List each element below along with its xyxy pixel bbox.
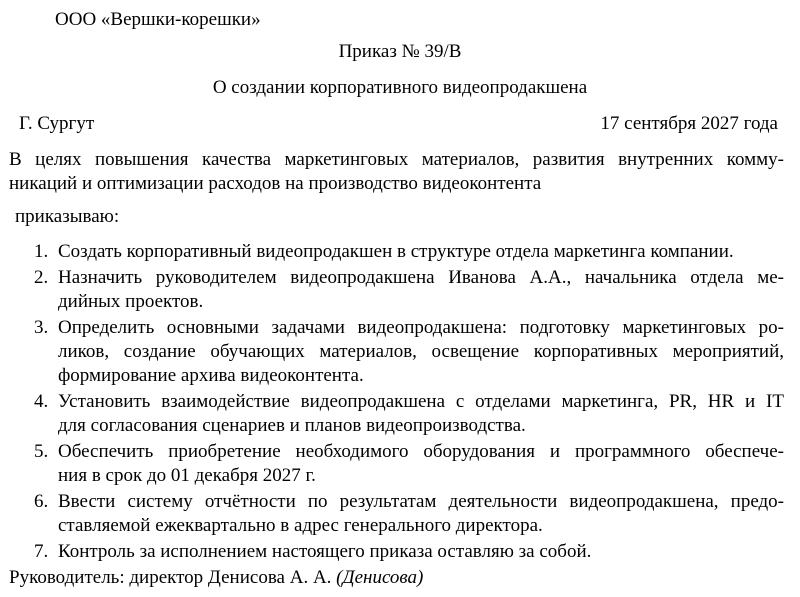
order-item-number: 5. (34, 441, 49, 462)
order-item-line: Определить основными задачами видеопродакшена: подготовку маркетинговых ро- (58, 317, 784, 338)
signature-line (9, 566, 423, 590)
order-item-text (34, 240, 784, 264)
order-item (34, 540, 784, 564)
order-title: О создании корпоративного видеопродакшена (212, 77, 588, 98)
order-item (34, 390, 784, 438)
signature-name: (Денисова) (336, 567, 424, 588)
order-item-number: 3. (34, 317, 49, 338)
order-item-number: 4. (34, 391, 49, 412)
order-item-line: для согласования сценариев и планов видеопроизводства. (58, 415, 526, 436)
order-item (34, 316, 784, 388)
order-item-text (34, 440, 784, 488)
signature-label: Руководитель: директор Денисова А. А. (9, 567, 337, 588)
preamble-line: никаций и оптимизации расходов на производство видеоконтента (9, 173, 542, 194)
order-item-text (34, 490, 784, 538)
order-item (34, 240, 784, 264)
order-item (34, 440, 784, 488)
order-item-text (34, 316, 784, 388)
order-item-number: 7. (34, 541, 49, 562)
order-item (34, 266, 784, 314)
order-item-text (34, 540, 784, 564)
order-item-number: 6. (34, 491, 49, 512)
order-item-line: дийных проектов. (58, 291, 204, 312)
order-item-number: 2. (34, 267, 49, 288)
order-item-line: Создать корпоративный видеопродакшен в структуре отдела маркетинга компании. (58, 241, 734, 262)
order-city: Г. Сургут (19, 113, 95, 134)
order-item-number: 1. (34, 241, 49, 262)
order-item-line: формирование архива видеоконтента. (58, 365, 364, 386)
order-item-text (34, 266, 784, 314)
order-item-line: Назначить руководителем видеопродакшена Иванова А.А., начальника отдела ме- (58, 267, 784, 288)
order-item-line: Контроль за исполнением настоящего приказа оставляю за собой. (58, 541, 592, 562)
preamble-paragraph (9, 148, 784, 196)
order-date: 17 сентября 2027 года (600, 113, 778, 134)
order-item (34, 490, 784, 538)
order-item-line: Установить взаимодействие видеопродакшена с отделами маркетинга, PR, HR и IT (58, 391, 784, 412)
order-item-line: ставляемой ежеквартально в адрес генерального директора. (58, 515, 543, 536)
order-item-line: Обеспечить приобретение необходимого оборудования и программного обеспече- (58, 441, 784, 462)
company-name: ООО «Вершки-корешки» (55, 9, 261, 30)
order-item-text (34, 390, 784, 438)
order-item-line: ния в срок до 01 декабря 2027 г. (58, 465, 316, 486)
order-number: Приказ № 39/В (338, 41, 462, 62)
order-item-line: ликов, создание обучающих материалов, освещение корпоративных мероприятий, (58, 341, 784, 362)
order-items-list (34, 240, 784, 566)
decree-word: приказываю: (15, 206, 120, 227)
preamble-line: В целях повышения качества маркетинговых материалов, развития внутренних комму- (9, 149, 784, 170)
order-item-line: Ввести систему отчётности по результатам деятельности видеопродакшена, предо- (58, 491, 784, 512)
